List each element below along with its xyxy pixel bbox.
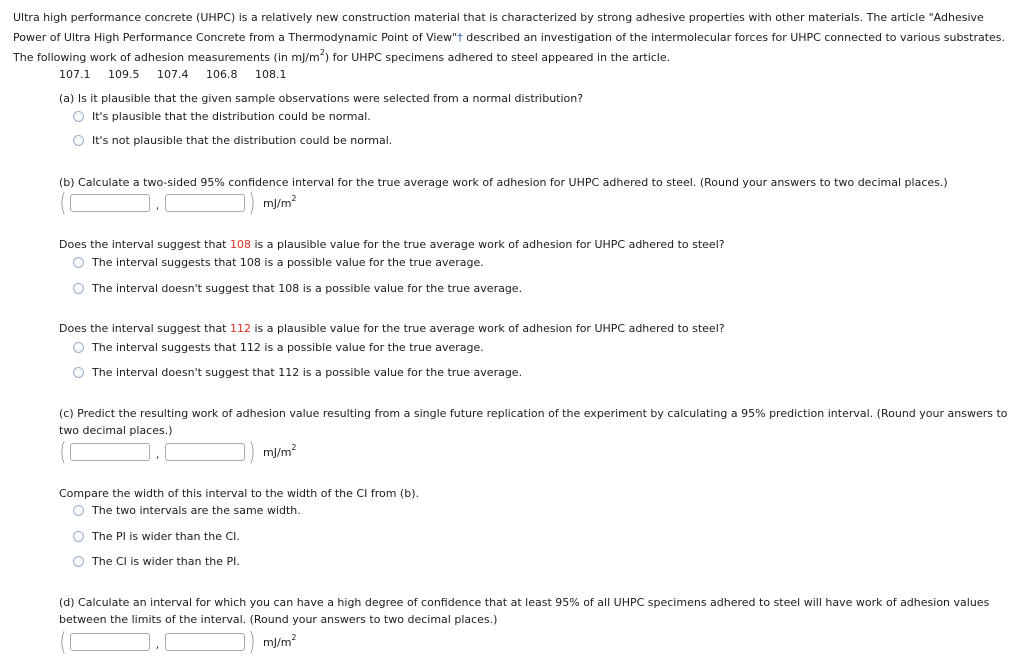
part-a-option-not-plausible[interactable] — [73, 133, 392, 147]
part-c-compare-question: Compare the width of this interval to the width of the CI from (b). — [59, 487, 419, 500]
data-values — [59, 68, 301, 81]
part-c-option-same-width[interactable] — [73, 503, 301, 517]
option-label: The CI is wider than the PI. — [92, 554, 240, 568]
intro-unit-superscript: 2 — [319, 48, 325, 58]
comma-separator: , — [155, 447, 160, 461]
part-b-108-option-not-suggests[interactable] — [73, 281, 522, 295]
data-value: 107.4 — [157, 68, 189, 81]
data-value: 106.8 — [206, 68, 238, 81]
radio-button[interactable] — [73, 556, 84, 567]
part-a-question: (a) Is it plausible that the given sample observations were selected from a normal distribution? — [59, 92, 584, 105]
option-label: It's not plausible that the distribution could be normal. — [92, 133, 393, 147]
radio-button[interactable] — [73, 342, 84, 353]
pi-lower-input[interactable] — [70, 443, 150, 461]
part-b-108-option-suggests[interactable] — [73, 255, 484, 269]
close-paren: ) — [248, 627, 256, 656]
option-label: The interval doesn't suggest that 112 is a possible value for the true average. — [92, 365, 523, 379]
data-value: 109.5 — [108, 68, 140, 81]
open-paren: ( — [59, 188, 67, 217]
data-value: 107.1 — [59, 68, 91, 81]
pi-upper-input[interactable] — [165, 443, 245, 461]
part-a-option-plausible[interactable] — [73, 109, 371, 123]
part-d-question: (d) Calculate an interval for which you can have a high degree of confidence that at least 95% of all UHPC specimens adhered to steel will have work of adhesion values between the limits of the interval. (Round your answers to two decimal places.) — [59, 596, 990, 626]
part-c-question: (c) Predict the resulting work of adhesion value resulting from a single future replication of the experiment by calculating a 95% prediction interval. (Round your answers to two decimal places.) — [59, 407, 1008, 437]
part-c-pi-input-group — [58, 437, 297, 466]
part-b-112-option-not-suggests[interactable] — [73, 365, 522, 379]
ci-upper-input[interactable] — [165, 194, 245, 212]
part-b-112-question: Does the interval suggest that 112 is a plausible value for the true average work of adhesion for UHPC adhered to steel? — [59, 322, 725, 335]
radio-button[interactable] — [73, 283, 84, 294]
part-b-ci-input-group — [58, 188, 297, 217]
highlighted-value-112: 112 — [230, 322, 251, 335]
part-b-108-question: Does the interval suggest that 108 is a plausible value for the true average work of adhesion for UHPC adhered to steel? — [59, 238, 725, 251]
ti-lower-input[interactable] — [70, 633, 150, 651]
unit-label: $mJ/m^2$ — [263, 193, 297, 210]
footnote-dagger-link[interactable]: † — [457, 31, 463, 44]
ti-upper-input[interactable] — [165, 633, 245, 651]
option-label: It's plausible that the distribution could be normal. — [92, 109, 371, 123]
problem-intro — [13, 8, 1013, 68]
intro-text-end: ) for UHPC specimens adhered to steel appeared in the article. — [324, 51, 671, 64]
part-c-option-ci-wider[interactable] — [73, 554, 240, 568]
option-label: The interval suggests that 108 is a possible value for the true average. — [92, 255, 484, 269]
part-c-option-pi-wider[interactable] — [73, 529, 240, 543]
unit-label: $mJ/m^2$ — [263, 442, 297, 459]
radio-button[interactable] — [73, 367, 84, 378]
close-paren: ) — [248, 437, 256, 466]
option-label: The interval suggests that 112 is a possible value for the true average. — [92, 340, 484, 354]
part-b-question: (b) Calculate a two-sided 95% confidence interval for the true average work of adhesion for UHPC adhered to steel. (Round your answers to two decimal places.) — [59, 176, 948, 189]
part-b-112-option-suggests[interactable] — [73, 340, 484, 354]
close-paren: ) — [248, 188, 256, 217]
radio-button[interactable] — [73, 505, 84, 516]
highlighted-value-108: 108 — [230, 238, 251, 251]
open-paren: ( — [59, 627, 67, 656]
intro-text-continued: described an investigation of the intermolecular forces for UHPC connected to various substrates. The following work of adhesion measurements (in mJ/m — [13, 31, 1006, 64]
option-label: The PI is wider than the CI. — [92, 529, 240, 543]
intro-text: Ultra high performance concrete (UHPC) is a relatively new construction material that is characterized by strong adhesive properties with other materials. The article "Adhesive Power of Ultra High Performance Concrete from a Thermodynamic Point of View" — [13, 11, 984, 44]
radio-button[interactable] — [73, 135, 84, 146]
comma-separator: , — [155, 198, 160, 212]
comma-separator: , — [155, 637, 160, 651]
part-d-ti-input-group — [58, 627, 297, 656]
ci-lower-input[interactable] — [70, 194, 150, 212]
option-label: The two intervals are the same width. — [92, 503, 301, 517]
unit-label: $mJ/m^2$ — [263, 632, 297, 649]
radio-button[interactable] — [73, 257, 84, 268]
option-label: The interval doesn't suggest that 108 is a possible value for the true average. — [92, 281, 523, 295]
radio-button[interactable] — [73, 111, 84, 122]
radio-button[interactable] — [73, 531, 84, 542]
data-value: 108.1 — [255, 68, 287, 81]
open-paren: ( — [59, 437, 67, 466]
